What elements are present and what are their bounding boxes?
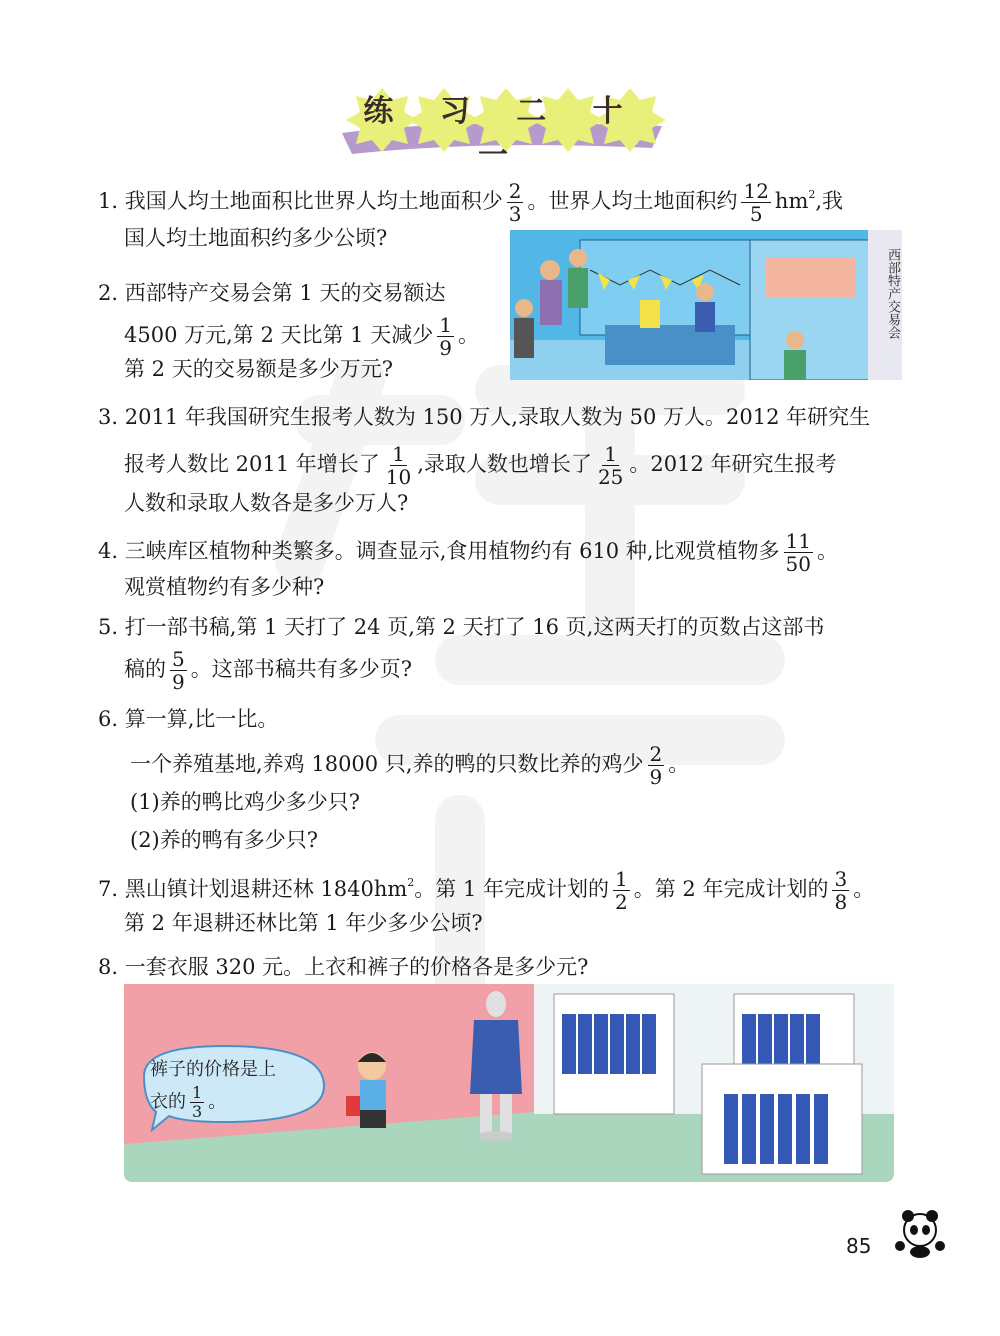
problem-6-line-1: 6. 算一算,比一比。 [98, 707, 279, 731]
fraction: $\frac{2}{3}$ [508, 179, 522, 226]
problem-8-line-1: 8. 一套衣服 320 元。上衣和裤子的价格各是多少元? [98, 955, 589, 979]
problem-1-line-2: 国人均土地面积约多少公顷? [124, 226, 388, 250]
fraction: $\frac{1}{3}$ [192, 1083, 203, 1121]
fraction: $\frac{5}{9}$ [172, 647, 185, 694]
problem-2-line-2: 4500 万元,第 2 天比第 1 天减少 $\frac{1}{9}$ 。 [124, 313, 479, 360]
problem-3-line-1: 3. 2011 年我国研究生报考人数为 150 万人,录取人数为 50 万人。2012 年研究生 [98, 405, 871, 429]
fraction: $\frac{1}{25}$ [597, 442, 624, 489]
problem-6-question-2: (2)养的鸭有多少只? [130, 828, 319, 852]
problem-7-line-2: 第 2 年退耕还林比第 1 年少多少公顷? [124, 911, 483, 935]
problem-4-line-2: 观赏植物约有多少种? [124, 575, 325, 599]
fraction: $\frac{11}{50}$ [785, 529, 811, 576]
panda-icon [892, 1204, 948, 1260]
page-number: 85 [846, 1234, 872, 1258]
problem-7-line-1: 7. 黑山镇计划退耕还林 $1840hm^2$。第 1 年完成计划的 $\frac{1}{2}$ 。第 2 年完成计划的 $\frac{3}{8}$ 。 [98, 867, 875, 914]
problem-6-question-1: (1)养的鸭比鸡少多少只? [130, 790, 361, 814]
problem-5-line-1: 5. 打一部书稿,第 1 天打了 24 页,第 2 天打了 16 页,这两天打的页数占这部书 [98, 615, 825, 639]
problem-6-line-2: 一个养殖基地,养鸡 18000 只,养的鸭的只数比养的鸡少 $\frac{2}{9}$ 。 [130, 742, 690, 789]
problem-3-line-2: 报考人数比 2011 年增长了 $\frac{1}{10}$ ,录取人数也增长了 $\frac{1}{25}$ 。2012 年研究生报考 [124, 442, 837, 489]
page-title: 练 习 二 十 一 [363, 94, 641, 173]
problem-number: 1. [98, 189, 119, 213]
problem-1-line-1: 1. 我国人均土地面积比世界人均土地面积少 $\frac{2}{3}$ 。世界人均土地面积约 $\frac{12}{5}$ $hm^2$,我 [98, 179, 844, 226]
problem-3-line-3: 人数和录取人数各是多少万人? [124, 491, 409, 515]
problem-2-line-1: 2. 西部特产交易会第 1 天的交易额达 [98, 281, 446, 305]
fraction: $\frac{2}{9}$ [649, 742, 663, 789]
problem-4-line-1: 4. 三峡库区植物种类繁多。调查显示,食用植物约有 610 种,比观赏植物多 $\frac{11}{50}$ 。 [98, 529, 838, 576]
fraction: $\frac{1}{10}$ [385, 442, 412, 489]
trade-fair-illustration [510, 230, 902, 380]
fair-sign: 西部特产交易会 [885, 247, 900, 339]
problem-5-line-2: 稿的 $\frac{5}{9}$ 。这部书稿共有多少页? [124, 647, 412, 694]
fraction: $\frac{1}{9}$ [439, 313, 452, 360]
problem-2-line-3: 第 2 天的交易额是多少万元? [124, 357, 393, 381]
fraction: $\frac{3}{8}$ [834, 867, 848, 914]
fraction: $\frac{1}{2}$ [615, 867, 628, 914]
fraction: $\frac{12}{5}$ [743, 179, 769, 226]
speech-bubble: 裤子的价格是上 衣的 $\frac{1}{3}$ 。 [150, 1059, 276, 1121]
